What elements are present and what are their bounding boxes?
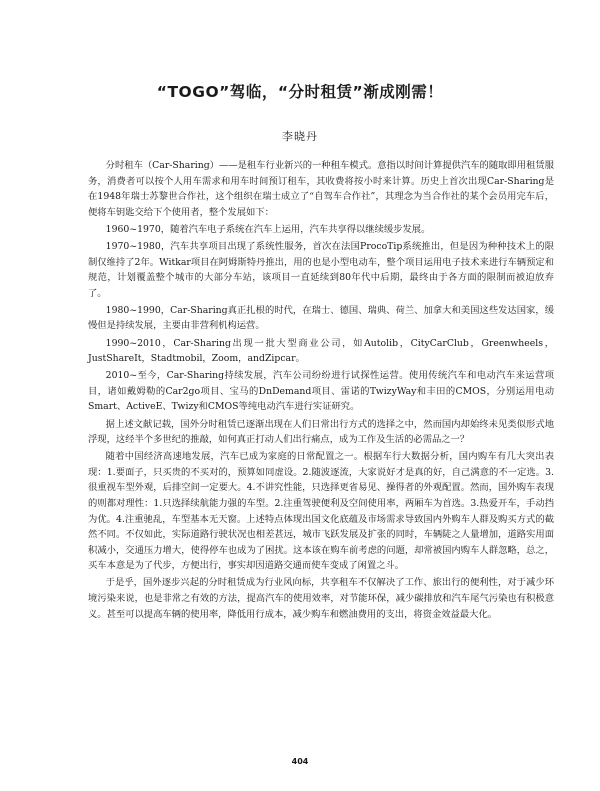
- paragraph: 1960~1970，随着汽车电子系统在汽车上运用，汽车共享得以继续缓步发展。: [105, 223, 431, 235]
- article-title: “TOGO”驾临，“分时租赁”渐成刚需！: [156, 83, 444, 101]
- author-name: 李晓丹: [282, 130, 318, 143]
- paragraph: 随着中国经济高速地发展，汽车已成为家庭的日常配置之一。根据车行大数据分析，国内购车有几大突出表现：1.要面子，只买贵的不买对的，预算如同虚设。2.随波逐流，大家说好才是真的好，自己满意的不一定选。3.很重视车型外观，后排空间一定要大。4.不讲究性能，只选择更省易见、操得者的外观配置。然而，国外购车表现的则都对理性：1.只选择续航能力强的车型。2.注重驾驶便利及空间使用率，两厢车为首选。3.热爱开车，手动挡为优。4.注重驰乱，车型基本无天窗。上述特点体现出国文化底蕴及市场需求导致国内外购车人群及购买方式的截然不同。不仅如此，实际道路行驶状况也相差甚远，城市飞跃发展及扩张的同时，车辆陡之人量增加，道路实用面积减小，交通压力增大，使得停车也成为了困扰。这本该在购车前考虑的问题，却常被国内购车人群忽略，总之，买车本意是为了代步，方便出行，事实却因道路交通而使车变成了闲置之斗。: [88, 451, 554, 572]
- paragraph: 据上述文献记载，国外分时租赁已逐渐出现在人们日常出行方式的选择之中，然而国内却始终未见类似形式地浮现，这经半个多世纪的推敲，如何真正打动人们出行痛点，成为工作及生活的必需品之一？: [88, 418, 554, 446]
- paragraph: 1990~2010，Car-Sharing出现一批大型商业公司，如Autolib，CityCarClub，Greenwheels，JustShareIt，Stadtmobil，Zoom，andZipcar。: [88, 337, 554, 365]
- paragraph: 2010~至今，Car-Sharing持续发展，汽车公司纷纷进行试探性运营。使用传统汽车和电动汽车来运营项目，诸如戴姆勒的Car2go项目、宝马的DnDemand项目、雷诺的TwizyWay和丰田的CMOS，分别运用电动Smart、ActiveE、Twizy和CMOS等纯电动汽车进行实证研究。: [88, 370, 554, 413]
- paragraph: 于是乎，国外逐步兴起的分时租赁成为行业风向标，共享租车不仅解决了工作、旅出行的便利性，对于减少环境污染来说，也是非常之有效的方法，提高汽车的使用效率，对节能环保，减少碳排放和汽车尾气污染也有积极意义。甚至可以提高车辆的使用率，降低用行成本，减少购车和燃油费用的支出，将资金效益最大化。: [88, 577, 554, 620]
- article-body: [88, 158, 554, 624]
- paragraph: 分时租车（Car-Sharing）——是租车行业新兴的一种租车模式。意指以时间计算提供汽车的随取即用租赁服务，消费者可以按个人用车需求和用车时间预订租车，其收费将按小时来计算。历史上首次出现Car-Sharing是在1948年瑞士苏黎世合作社，这个组织在瑞士成立了“自驾车合作社”，其理念为当合作社的某个会员用完车后，便将车钥匙交给下个使用者，整个发展如下：: [88, 160, 554, 218]
- paragraph: 1970~1980，汽车共享项目出现了系统性服务，首次在法国ProcoTip系统推出，但是因为种种技术上的限制仅维持了2年。Witkar项目在阿姆斯特丹推出，用的也是小型电动车，整个项目运用电子技术来进行车辆预定和规范，计划覆盖整个城市的大部分车站，该项目一直延续到80年代中后期，最终由于各方面的限制而被迫放弃了。: [88, 240, 554, 299]
- paragraph: 1980~1990，Car-Sharing真正扎根的时代，在瑞士、德国、瑞典、荷兰、加拿大和美国这些发达国家，缓慢但是持续发展，主要由非营利机构运营。: [88, 304, 554, 332]
- page-number: 404: [291, 757, 309, 766]
